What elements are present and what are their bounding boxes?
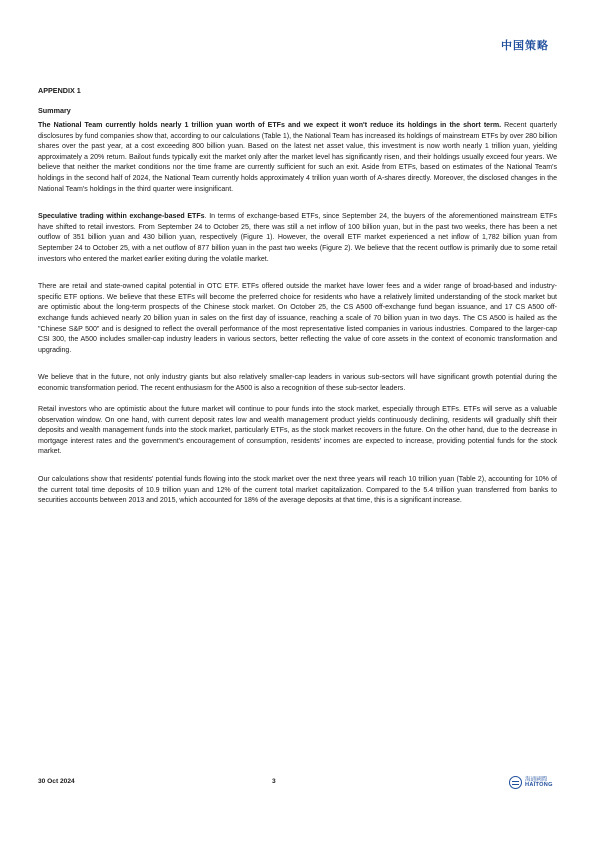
haitong-logo [509, 775, 557, 791]
paragraph-national-team [38, 121, 557, 195]
header-logo: 中国策略 [501, 39, 549, 52]
paragraph-body: . In terms of exchange-based ETFs, since September 24, the buyers of the aforementioned mainstream ETFs have shifted to retail investors. From September 24 to October 25, there was still a net inflow of 100 billion yuan, but in the past two weeks, there has been a net outflow of 351 billion yuan and 430 billion yuan, respectively (Figure 1). However, the overall ETF market experienced a net inflow of 1,782 billion yuan from September 24 to October 25, with a net outflow of 877 billion yuan in the past two weeks (Figure 2). We believe that the recent outflow is primarily due to some retail investors who entered the market earlier exiting during the volatile market. [38, 213, 557, 263]
paragraph-retail-investors: Retail investors who are optimistic about the future market will continue to pour funds into the stock market, especially through ETFs. ETFs will serve as a valuable observation window. On one hand, with current deposit rates low and wealth management product yields continuously declining, residents will gradually shift their deposits and wealth management funds into the stock market, particularly ETFs, as the stock market recovers in the future. On the other hand, due to the decrease in mortgage interest rates and the government's encouragement of consumption, residents' incomes are expected to increase, providing potential funds for the stock market. [38, 406, 557, 456]
haitong-logo-cn: 海通國際 [525, 777, 548, 783]
haitong-logo-icon [509, 776, 522, 789]
summary-title: Summary [38, 106, 71, 115]
paragraph-speculative-trading [38, 212, 557, 265]
paragraph-sub-sector-leaders: We believe that in the future, not only industry giants but also relatively smaller-cap leaders in various sub-sectors will have significant growth potential during the economic transformation period. The recent enthusiasm for the A500 is also a recognition of these sub-sector leaders. [38, 374, 557, 392]
paragraph-lead-bold: The National Team currently holds nearly 1 trillion yuan worth of ETFs and we expect it won't reduce its holdings in the short term. [38, 122, 502, 129]
paragraph-otc-etf: There are retail and state-owned capital potential in OTC ETF. ETFs offered outside the market have lower fees and a wider range of broad-based and industry-specific ETF options. We believe that these ETFs will become the preferred choice for residents who have a relatively limited understanding of the stock market but are optimistic about the long-term prospects of the Chinese stock market. On October 25, the CS A500 off-exchange fund began issuance, and 17 CS A500 off-exchange funds achieved nearly 20 billion yuan in sales on the first day of issuance, reaching a scale of 70 billion yuan in two days. The CS A500 is hailed as the "Chinese S&P 500" and is designed to reflect the overall performance of the most representative listed companies in various industries. Compared to the larger-cap CSI 300, the A500 includes smaller-cap industry leaders in various sectors, better reflecting the value of core assets in the context of economic transformation and upgrading. [38, 283, 557, 354]
paragraph-potential-funds: Our calculations show that residents' potential funds flowing into the stock market over the next three years will reach 10 trillion yuan (Table 2), accounting for 10% of the current total time deposits of 10.9 trillion yuan and 12% of the current total market capitalization. Compared to the 5.4 trillion yuan transferred from banks to securities accounts between 2013 and 2015, which accounted for 18% of the average deposits at that time, this is a significant increase. [38, 476, 557, 505]
footer-date: 30 Oct 2024 [38, 778, 75, 785]
main-content [38, 86, 557, 507]
paragraph-lead-bold: Speculative trading within exchange-based ETFs [38, 213, 205, 221]
haitong-logo-en: HAITONG [525, 782, 553, 788]
appendix-title: APPENDIX 1 [38, 86, 81, 95]
page-number: 3 [272, 778, 276, 785]
paragraph-body: Recent quarterly disclosures by fund companies show that, according to our calculations (Table 1), the National Team has increased its holdings of mainstream ETFs by over 280 billion shares over the past year, at a cost exceeding 800 billion yuan. Based on the latest net asset value, this investment is now worth nearly 1 trillion yuan, yielding approximately a 20% return. Bailout funds typically exit the market only after the market level has significantly risen, and their holdings usually exceed four years. We believe that neither the market conditions nor the time frame are currently sufficient for such an exit. Aside from ETFs, based on estimates of the National Team's holdings in the second half of 2024, the National Team currently holds approximately 4 trillion yuan worth of A-shares directly. Moreover, the disclosed changes in the National Team's holdings in the third quarter were insignificant. [38, 122, 557, 193]
